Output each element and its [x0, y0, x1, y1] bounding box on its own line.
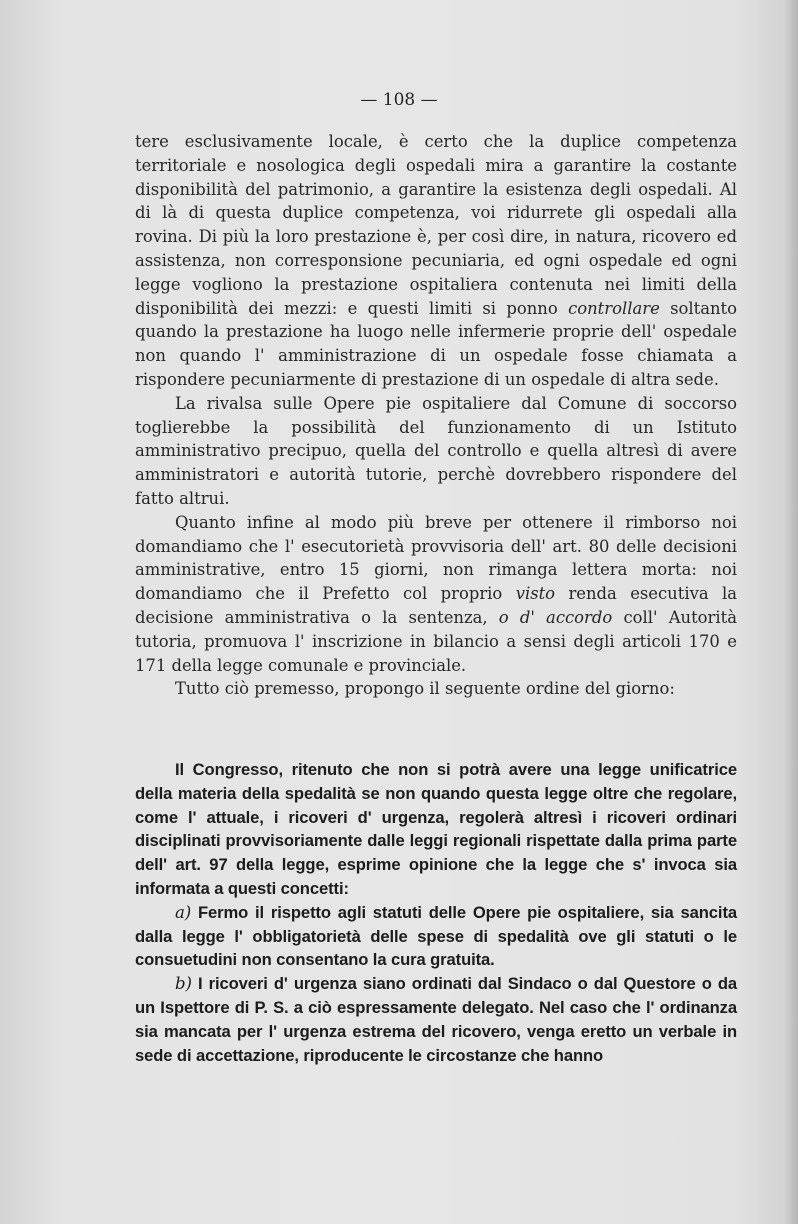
paragraph-3-italic-1: visto: [515, 584, 556, 604]
item-a-text: Fermo il rispetto agli statuti delle Opere pie ospitaliere, sia sancita dalla legge l' obbligatorietà delle spese di spedalità ove gli statuti o le consuetudini non consentano la cura gratuita.: [135, 902, 737, 970]
paragraph-1-part-1: tere esclusivamente locale, è certo che la duplice competenza territoriale e nosologica degli ospedali mira a garantire la costante disponibilità del patrimonio, a garantire la esistenza degli ospedali. Al di là di questa duplice competenza, voi ridurrete gli ospedali alla rovina. Di più la loro prestazione è, per così dire, in natura, ricovero ed assistenza, non corresponsione pecuniaria, ed ogni ospedale ed ogni legge vogliono la prestazione ospitaliera contenuta nei limiti della disponibilità dei mezzi: e questi limiti si ponno: [135, 132, 737, 318]
paragraph-3-part-1: Quanto infine al modo più breve per ottenere il rimborso noi domandiamo che l' esecutorietà provvisoria dell' art. 80 delle decisioni amministrative, entro 15 giorni, non rimanga lettera morta: noi domandiamo che il Prefetto col proprio: [135, 512, 737, 604]
resolution-intro: Il Congresso, ritenuto che non si potrà avere una legge unificatrice della materia della spedalità se non quando questa legge oltre che regolare, come l' attuale, i ricoveri d' urgenza, regolerà altresì i ricoveri ordinari disciplinati provvisoriamente dalle leggi regionali rispettate dalla prima parte dell' art. 97 della legge, esprime opinione che la legge che s' invoca sia informata a questi concetti:: [135, 760, 737, 898]
item-b-text: I ricoveri d' urgenza siano ordinati dal Sindaco o dal Questore o da un Ispettore di P. S. a ciò espressamente delegato. Nel caso che l' ordinanza sia mancata per l' urgenza estrema del ricovero, venga eretto un verbale in sede di accettazione, riproducente le circostanze che hanno: [135, 974, 737, 1065]
page-edge-shadow: [784, 0, 798, 1224]
paragraph-2: La rivalsa sulle Opere pie ospitaliere dal Comune di soccorso toglierebbe la possibilità del funzionamento di un Istituto amministrativo precipuo, quella del controllo e quella altresì di avere amministratori e autorità tutorie, perchè dovrebbero rispondere del fatto altrui.: [135, 393, 737, 508]
resolution-item-b: [135, 972, 737, 1067]
item-a-letter: a): [175, 902, 192, 922]
item-b-letter: b): [175, 974, 192, 994]
paragraph-3-part-2: renda esecutiva la decisione amministrativa o la sentenza,: [135, 584, 737, 627]
paragraph-4: Tutto ciò premesso, propongo il seguente ordine del giorno:: [175, 679, 675, 699]
resolution-text: [135, 758, 737, 1067]
paragraph-1: [135, 130, 737, 392]
page-number: — 108 —: [360, 90, 438, 110]
paragraph-3-italic-2: o d' accordo: [498, 607, 613, 627]
paragraph-3-part-3: coll' Autorità tutoria, promuova l' inscrizione in bilancio a sensi degli articoli 170 e 171 della legge comunale e provinciale.: [135, 607, 737, 675]
resolution-item-a: [135, 901, 737, 972]
body-text: [135, 130, 737, 701]
paragraph-1-part-2: soltanto quando la prestazione ha luogo nelle infermerie proprie dell' ospedale non quando l' amministrazione di un ospedale fosse chiamata a rispondere pecuniarmente di prestazione di un ospedale di altra sede.: [135, 298, 737, 389]
paragraph-3: [135, 511, 737, 678]
paragraph-1-italic: controllare: [568, 298, 660, 318]
